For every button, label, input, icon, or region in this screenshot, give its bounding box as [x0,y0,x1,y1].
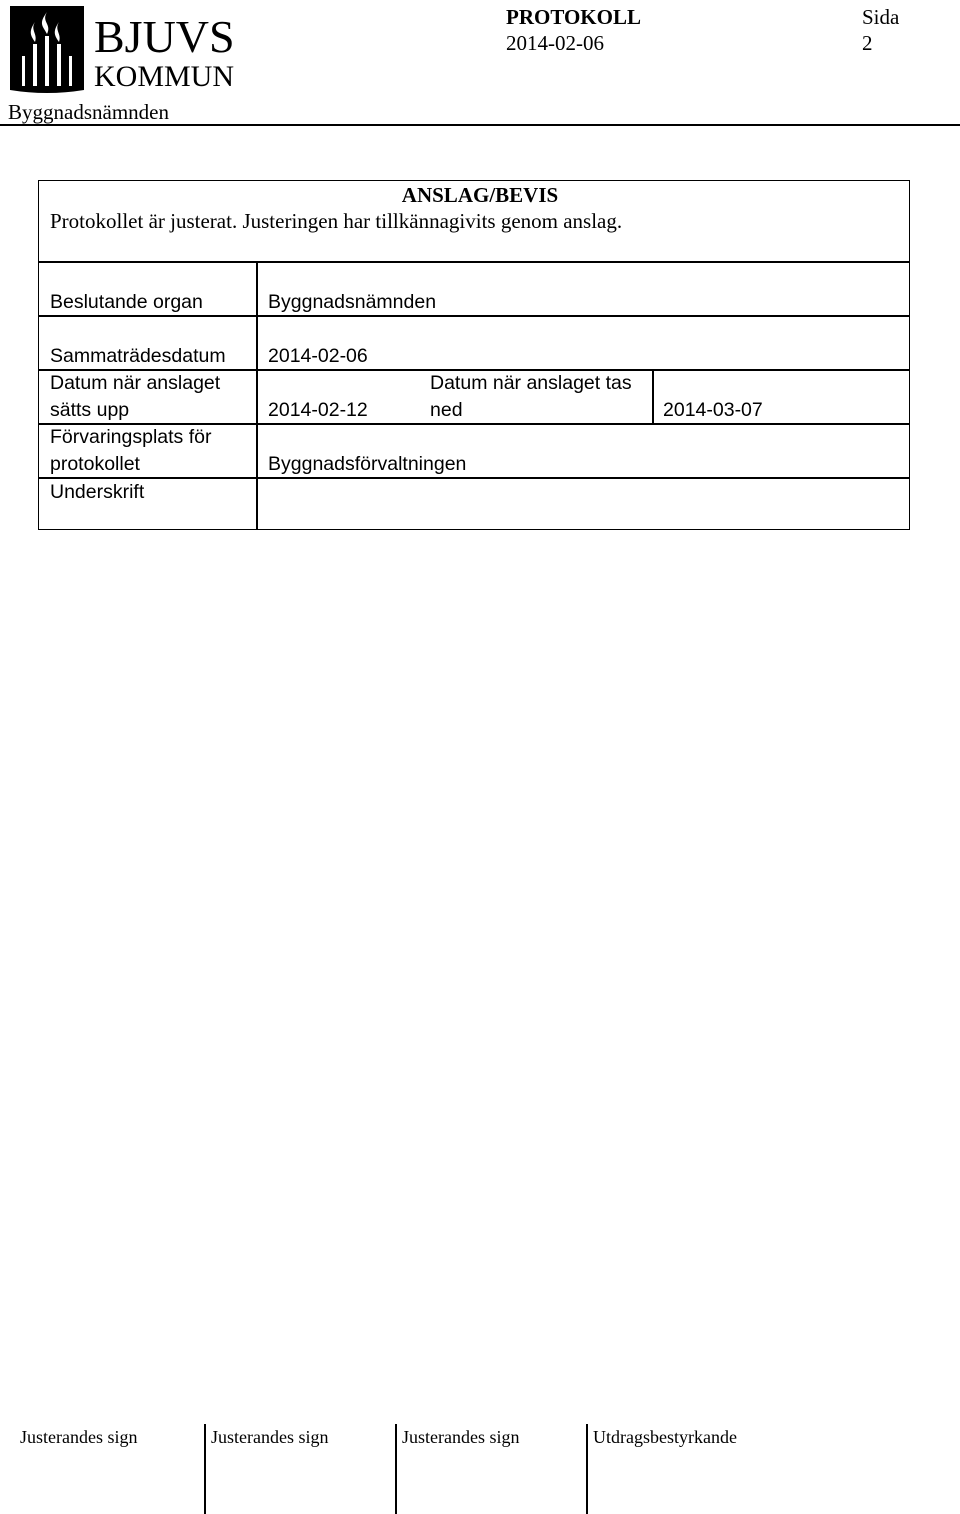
footer-sign-3: Justerandes sign [402,1427,520,1447]
posted-label-line2: sätts upp [50,399,130,421]
meeting-date-value: 2014-02-06 [268,345,368,367]
signature-label: Underskrift [50,481,145,503]
notice-text: Protokollet är justerat. Justeringen har tillkännagivits genom anslag. [50,209,623,233]
doc-type: PROTOKOLL [506,5,641,29]
svg-text:KOMMUN: KOMMUN [94,60,235,93]
notice-title: ANSLAG/BEVIS [401,183,559,207]
footer-sign-1: Justerandes sign [20,1427,138,1447]
organ-label: Beslutande organ [50,291,203,313]
doc-date: 2014-02-06 [506,31,604,55]
storage-value: Byggnadsförvaltningen [268,453,467,475]
posted-value: 2014-02-12 [268,399,368,421]
footer-divider [586,1424,588,1514]
storage-label-line1: Förvaringsplats för [50,426,212,448]
meeting-date-label: Sammaträdesdatum [50,345,226,367]
posted-label-line1: Datum när anslaget [50,372,221,394]
svg-text:BJUVS: BJUVS [94,11,235,62]
row-divider [38,315,910,317]
row-divider [38,261,910,263]
organ-value: Byggnadsnämnden [268,291,437,313]
footer-sign-2: Justerandes sign [211,1427,329,1447]
bjuv-logo [8,4,248,96]
removed-label-line1: Datum när anslaget tas [430,372,632,394]
column-divider [652,369,654,423]
footer-divider [395,1424,397,1514]
row-divider [38,477,910,479]
removed-value: 2014-03-07 [663,399,763,421]
page-number: 2 [862,31,873,55]
storage-label-line2: protokollet [50,453,140,475]
page-label: Sida [862,5,900,29]
column-divider [256,261,258,530]
footer-divider [204,1424,206,1514]
header-divider [0,124,960,126]
removed-label-line2: ned [430,399,463,421]
bjuv-emblem-icon [8,4,248,96]
org-name: Byggnadsnämnden [8,100,169,124]
footer-certification: Utdragsbestyrkande [593,1427,737,1447]
